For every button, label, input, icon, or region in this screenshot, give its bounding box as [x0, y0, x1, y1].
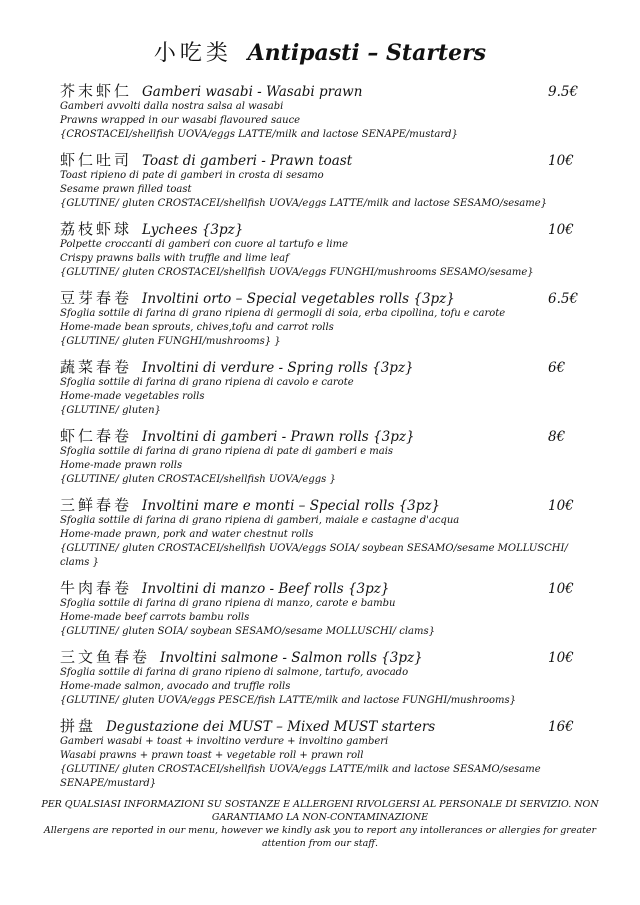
menu-item — [60, 577, 588, 639]
menu-item-header — [60, 80, 588, 100]
allergen-notice-english: Allergens are reported in our menu, however we kindly ask you to report any intollerances or allergies for greater attention from our staff. — [43, 825, 597, 849]
menu-item-chinese-name: 豆芽春卷 — [60, 289, 133, 307]
menu-item-chinese-name: 牛肉春卷 — [60, 579, 133, 597]
menu-item-chinese-name: 蔬菜春卷 — [60, 358, 133, 376]
menu-item-name: Degustazione dei MUST – Mixed MUST starters — [106, 719, 436, 735]
menu-item — [60, 494, 588, 570]
menu-item-header — [60, 494, 588, 514]
menu-item-list — [60, 80, 588, 798]
menu-item-header — [60, 356, 588, 376]
menu-item — [60, 715, 588, 791]
menu-item-price: 16€ — [548, 719, 574, 735]
menu-item-header — [60, 715, 588, 735]
allergen-notice — [40, 798, 600, 850]
menu-item-description-english: Wasabi prawns + prawn toast + vegetable roll + prawn roll — [60, 750, 364, 761]
menu-item-name: Lychees {3pz} — [142, 222, 244, 238]
menu-item-allergens: {GLUTINE/ gluten CROSTACEI/shellfish UOVA/eggs LATTE/milk and lactose SESAMO/sesame} — [60, 198, 548, 209]
menu-item-name: Involtini mare e monti – Special rolls {3pz} — [142, 498, 441, 514]
menu-item-price: 9.5€ — [548, 84, 579, 100]
menu-item-description-english: Prawns wrapped in our wasabi flavoured sauce — [60, 115, 301, 126]
menu-item-name: Involtini di verdure - Spring rolls {3pz} — [142, 360, 414, 376]
menu-item-price: 10€ — [548, 498, 574, 514]
menu-item-chinese-name: 拼盘 — [60, 717, 97, 735]
menu-item-description-english: Home-made bean sprouts, chives,tofu and carrot rolls — [60, 322, 334, 333]
menu-item-header — [60, 577, 588, 597]
menu-item-price: 10€ — [548, 650, 574, 666]
menu-item — [60, 287, 588, 349]
menu-item-price: 10€ — [548, 153, 574, 169]
menu-item-chinese-name: 三鲜春卷 — [60, 496, 133, 514]
menu-item-description-italian: Gamberi wasabi + toast + involtino verdure + involtino gamberi — [60, 736, 389, 747]
menu-item-allergens: {GLUTINE/ gluten CROSTACEI/shellfish UOVA/eggs } — [60, 474, 336, 485]
menu-item-header — [60, 218, 588, 238]
menu-item-price: 10€ — [548, 222, 574, 238]
menu-item-name: Involtini orto – Special vegetables rolls {3pz} — [142, 291, 455, 307]
menu-item — [60, 646, 588, 708]
menu-item — [60, 425, 588, 487]
menu-item-description-english: Home-made vegetables rolls — [60, 391, 205, 402]
menu-item-name: Toast di gamberi - Prawn toast — [142, 153, 353, 169]
menu-item-description-italian: Sfoglia sottile di farina di grano ripiena di pate di gamberi e mais — [60, 446, 394, 457]
menu-item — [60, 356, 588, 418]
menu-item-price: 10€ — [548, 581, 574, 597]
menu-item-allergens: {GLUTINE/ gluten} — [60, 405, 161, 416]
menu-item-allergens: {CROSTACEI/shellfish UOVA/eggs LATTE/milk and lactose SENAPE/mustard} — [60, 129, 458, 140]
menu-item-name: Gamberi wasabi - Wasabi prawn — [142, 84, 363, 100]
menu-item-description-english: Home-made prawn, pork and water chestnut rolls — [60, 529, 314, 540]
menu-item-header — [60, 425, 588, 445]
menu-item-allergens: {GLUTINE/ gluten CROSTACEI/shellfish UOVA/eggs FUNGHI/mushrooms SESAMO/sesame} — [60, 267, 534, 278]
menu-item-description-english: Home-made salmon, avocado and truffle rolls — [60, 681, 291, 692]
menu-item-name: Involtini di manzo - Beef rolls {3pz} — [142, 581, 390, 597]
menu-item-allergens: {GLUTINE/ gluten UOVA/eggs PESCE/fish LATTE/milk and lactose FUNGHI/mushrooms} — [60, 695, 516, 706]
menu-item-allergens: {GLUTINE/ gluten FUNGHI/mushrooms} } — [60, 336, 281, 347]
menu-item — [60, 149, 588, 211]
menu-item-description-italian: Sfoglia sottile di farina di grano ripieno di salmone, tartufo, avocado — [60, 667, 409, 678]
page-title-text: Antipasti – Starters — [247, 40, 487, 66]
menu-item-chinese-name: 虾仁吐司 — [60, 151, 133, 169]
menu-item-description-italian: Gamberi avvolti dalla nostra salsa al wasabi — [60, 101, 284, 112]
menu-item-price: 6.5€ — [548, 291, 579, 307]
menu-item-description-italian: Sfoglia sottile di farina di grano ripiena di gamberi, maiale e castagne d'acqua — [60, 515, 460, 526]
menu-item-name: Involtini di gamberi - Prawn rolls {3pz} — [142, 429, 415, 445]
menu-item-allergens: {GLUTINE/ gluten CROSTACEI/shellfish UOVA/eggs SOIA/ soybean SESAMO/sesame MOLLUSCHI/ clams } — [60, 543, 568, 568]
menu-item-chinese-name: 虾仁春卷 — [60, 427, 133, 445]
menu-item-description-italian: Sfoglia sottile di farina di grano ripiena di cavolo e carote — [60, 377, 354, 388]
menu-item-header — [60, 149, 588, 169]
menu-item-description-italian: Toast ripieno di pate di gamberi in crosta di sesamo — [60, 170, 324, 181]
menu-item-header — [60, 646, 588, 666]
menu-item-allergens: {GLUTINE/ gluten CROSTACEI/shellfish UOVA/eggs LATTE/milk and lactose SESAMO/sesame SENAPE/mustard} — [60, 764, 541, 789]
menu-item-description-english: Sesame prawn filled toast — [60, 184, 192, 195]
page-title — [0, 36, 640, 67]
menu-item-chinese-name: 荔枝虾球 — [60, 220, 133, 238]
menu-item-price: 8€ — [548, 429, 566, 445]
menu-item-description-english: Crispy prawns balls with truffle and lime leaf — [60, 253, 289, 264]
menu-item-description-italian: Polpette croccanti di gamberi con cuore al tartufo e lime — [60, 239, 349, 250]
page-title-chinese: 小吃类 — [153, 41, 232, 66]
menu-item — [60, 218, 588, 280]
menu-item-name: Involtini salmone - Salmon rolls {3pz} — [160, 650, 423, 666]
menu-item-chinese-name: 三文鱼春卷 — [60, 648, 151, 666]
menu-item-description-english: Home-made beef carrots bambu rolls — [60, 612, 250, 623]
menu-item-description-italian: Sfoglia sottile di farina di grano ripiena di germogli di soia, erba cipollina, tofu e carote — [60, 308, 506, 319]
menu-item-allergens: {GLUTINE/ gluten SOIA/ soybean SESAMO/sesame MOLLUSCHI/ clams} — [60, 626, 435, 637]
menu-item-price: 6€ — [548, 360, 566, 376]
menu-item-header — [60, 287, 588, 307]
menu-item-chinese-name: 芥末虾仁 — [60, 82, 133, 100]
menu-item-description-italian: Sfoglia sottile di farina di grano ripiena di manzo, carote e bambu — [60, 598, 396, 609]
menu-item — [60, 80, 588, 142]
menu-item-description-english: Home-made prawn rolls — [60, 460, 183, 471]
allergen-notice-italian: PER QUALSIASI INFORMAZIONI SU SOSTANZE E ALLERGENI RIVOLGERSI AL PERSONALE DI SERVIZIO. NON GARANTIAMO LA NON-CONTAMINAZIONE — [41, 799, 599, 823]
